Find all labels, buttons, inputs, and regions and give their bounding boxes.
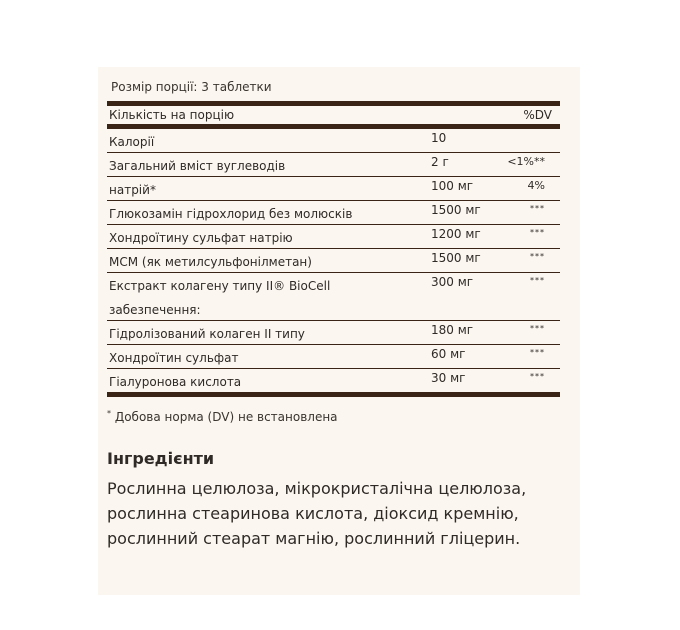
nutrient-amount: 100 мг <box>431 179 474 193</box>
nutrient-amount: 300 мг <box>431 275 474 289</box>
ingredients-text <box>107 476 567 551</box>
nutrient-dv: 4% <box>527 179 545 192</box>
nutrient-amount: 10 <box>431 131 447 145</box>
nutrient-amount: 1500 мг <box>431 203 481 217</box>
table-row <box>107 321 560 345</box>
nutrient-name: забезпечення: <box>109 303 201 317</box>
nutrient-dv: *** <box>530 228 545 237</box>
nutrient-amount: 60 мг <box>431 347 466 361</box>
table-row <box>107 177 560 201</box>
nutrient-dv: *** <box>530 348 545 357</box>
footnote-text: Добова норма (DV) не встановлена <box>114 410 338 424</box>
table-row <box>107 345 560 369</box>
ingredients-title: Інгредієнти <box>107 449 215 468</box>
nutrient-amount: 180 мг <box>431 323 474 337</box>
table-row <box>107 249 560 273</box>
table-row <box>107 201 560 225</box>
nutrient-dv: *** <box>530 372 545 381</box>
nutrient-name: Хондроїтин сульфат <box>109 351 239 365</box>
dv-column-label: %DV <box>523 108 552 122</box>
amount-per-serving-label: Кількість на порцію <box>109 108 235 122</box>
nutrient-name: МСМ (як метилсульфонілметан) <box>109 255 312 269</box>
ingredients-line: рослинна стеаринова кислота, діоксид кремнію, <box>107 504 519 523</box>
nutrient-name: Екстракт колагену типу II® BioCell <box>109 279 331 293</box>
nutrient-dv: *** <box>530 324 545 333</box>
table-row <box>107 296 560 321</box>
table-row <box>107 153 560 177</box>
nutrient-dv: <1%** <box>507 155 545 168</box>
nutrient-name: натрій* <box>109 183 156 197</box>
nutrient-name: Загальний вміст вуглеводів <box>109 159 286 173</box>
table-row <box>107 273 560 296</box>
table-row <box>107 225 560 249</box>
footnote-mark: * <box>107 409 111 418</box>
table-row <box>107 129 560 153</box>
ingredients-line: Рослинна целюлоза, мікрокристалічна целюлоза, <box>107 479 527 498</box>
nutrient-amount: 30 мг <box>431 371 466 385</box>
nutrient-name: Гіалуронова кислота <box>109 375 242 389</box>
nutrient-amount: 1500 мг <box>431 251 481 265</box>
table-header <box>107 106 560 129</box>
table-row <box>107 369 560 397</box>
nutrient-name: Калорії <box>109 135 155 149</box>
nutrient-name: Хондроїтину сульфат натрію <box>109 231 293 245</box>
nutrient-name: Глюкозамін гідрохлорид без молюсків <box>109 207 353 221</box>
nutrient-dv: *** <box>530 252 545 261</box>
ingredients-line: рослинний стеарат магнію, рослинний гліцерин. <box>107 529 521 548</box>
nutrient-dv: *** <box>530 204 545 213</box>
nutrient-name: Гідролізований колаген II типу <box>109 327 305 341</box>
nutrient-amount: 1200 мг <box>431 227 481 241</box>
nutrient-dv: *** <box>530 276 545 285</box>
serving-size: Розмір порції: 3 таблетки <box>111 80 272 94</box>
supplement-facts-table <box>107 101 560 397</box>
nutrient-amount: 2 г <box>431 155 449 169</box>
footnote <box>107 409 338 424</box>
